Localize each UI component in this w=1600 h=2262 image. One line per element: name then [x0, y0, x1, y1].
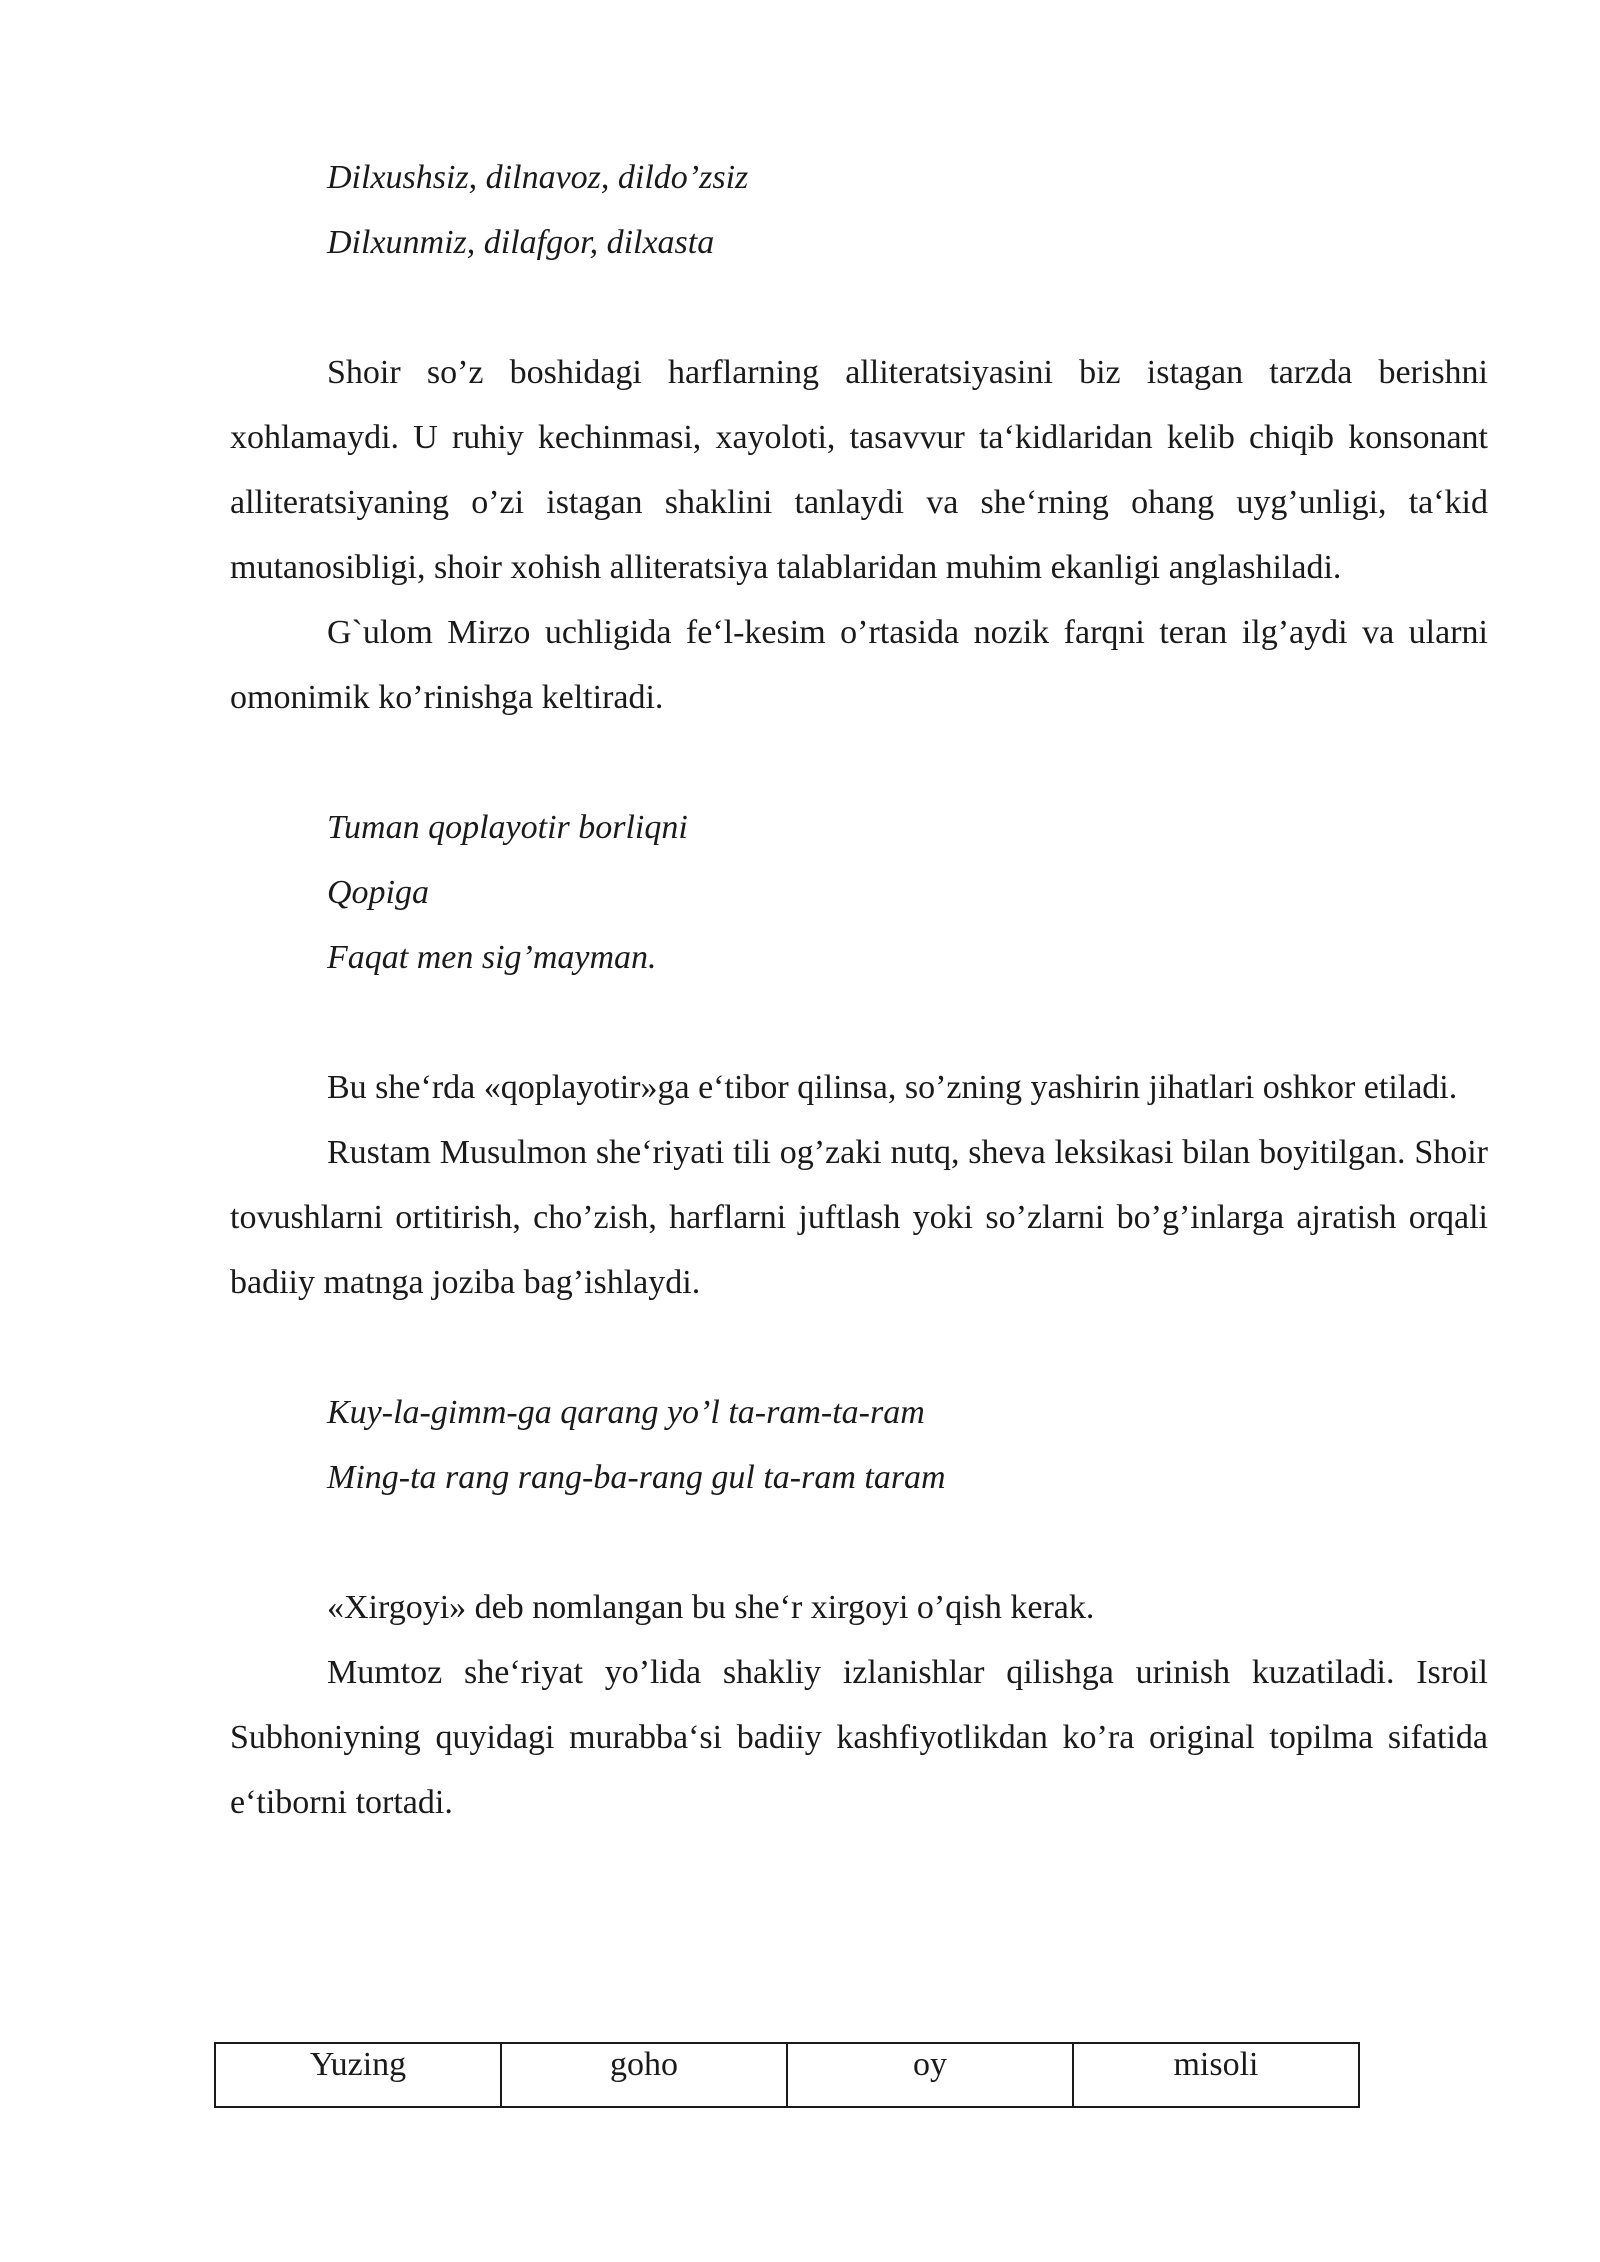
murabba-table-wrapper [214, 2042, 1360, 2108]
paragraph-mumtoz: Mumtoz she‘riyat yo’lida shakliy izlanishlar qilishga urinish kuzatiladi. Isroil Subhoniyning quyidagi murabba‘si badiiy kashfiyotlikdan ko’ra original topilma sifatida e‘tiborni tortadi. [230, 1654, 1488, 1821]
verse-block-3 [230, 1380, 1488, 1510]
spacer [230, 275, 1488, 340]
table-cell: oy [787, 2043, 1073, 2107]
table-cell: misoli [1073, 2043, 1359, 2107]
table-row [215, 2043, 1359, 2107]
verse-line: Faqat men sig’mayman. [327, 939, 657, 976]
table-cell: goho [501, 2043, 787, 2107]
spacer [230, 990, 1488, 1055]
spacer [230, 1315, 1488, 1380]
verse-block-1 [230, 145, 1488, 275]
spacer [230, 1510, 1488, 1575]
verse-line: Ming-ta rang rang-ba-rang gul ta-ram taram [327, 1459, 946, 1496]
spacer [230, 730, 1488, 795]
paragraph-gulom-mirzo: G`ulom Mirzo uchligida fe‘l-kesim o’rtasida nozik farqni teran ilg’aydi va ularni omonimik ko’rinishga keltiradi. [230, 614, 1488, 716]
verse-line: Kuy-la-gimm-ga qarang yo’l ta-ram-ta-ram [327, 1394, 925, 1431]
verse-line: Qopiga [327, 874, 429, 911]
paragraph-qoplayotir: Bu she‘rda «qoplayotir»ga e‘tibor qilinsa, so’zning yashirin jihatlari oshkor etiladi. [327, 1069, 1458, 1106]
paragraph-rustam-musulmon: Rustam Musulmon she‘riyati tili og’zaki nutq, sheva leksikasi bilan boyitilgan. Shoir tovushlarni ortitirish, cho’zish, harflarni juftlash yoki so’zlarni bo’g’inlarga ajratish orqali badiiy matnga joziba bag’ishlaydi. [230, 1134, 1488, 1301]
paragraph-alliteration: Shoir so’z boshidagi harflarning alliteratsiyasini biz istagan tarzda berishni xohlamaydi. U ruhiy kechinmasi, xayoloti, tasavvur ta‘kidlaridan kelib chiqib konsonant alliteratsiyaning o’zi istagan shaklini tanlaydi va she‘rning ohang uyg’unligi, ta‘kid mutanosibligi, shoir xohish alliteratsiya talablaridan muhim ekanligi anglashiladi. [230, 354, 1488, 586]
table-cell: Yuzing [215, 2043, 501, 2107]
murabba-table [214, 2042, 1360, 2108]
verse-block-2 [230, 795, 1488, 990]
document-page [230, 145, 1488, 1835]
verse-line: Tuman qoplayotir borliqni [327, 809, 688, 846]
verse-line: Dilxushsiz, dilnavoz, dildo’zsiz [327, 159, 749, 196]
verse-line: Dilxunmiz, dilafgor, dilxasta [327, 224, 715, 261]
paragraph-xirgoyi: «Xirgoyi» deb nomlangan bu she‘r xirgoyi o’qish kerak. [327, 1589, 1095, 1626]
